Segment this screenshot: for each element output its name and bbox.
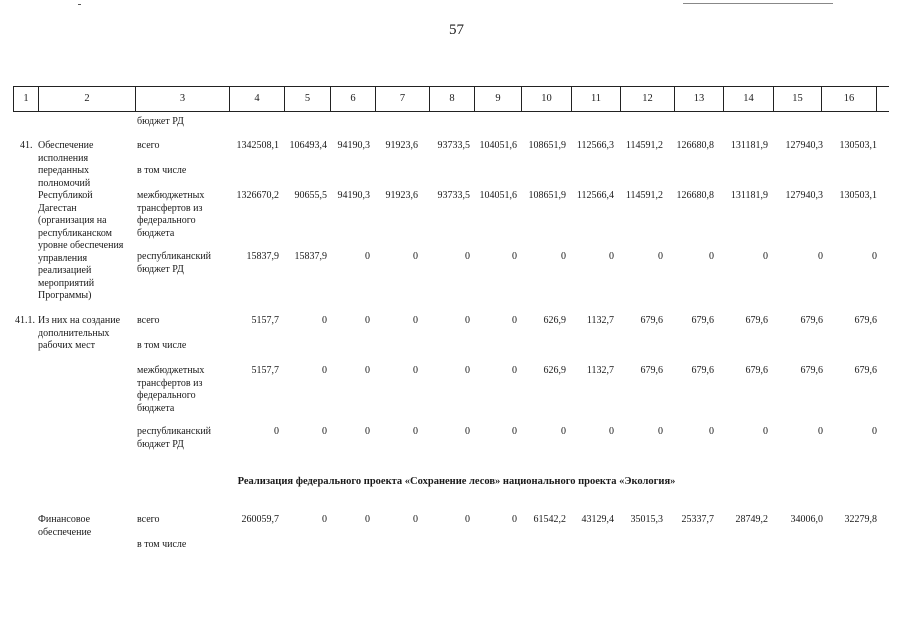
column-header: 9 [474, 87, 521, 111]
item-name-line: полномочий [38, 177, 91, 189]
section-title: Реализация федерального проекта «Сохранение лесов» национального проекта «Экология» [237, 476, 676, 487]
amount-cell: 90655,5 [294, 190, 327, 201]
amount-cell: 679,6 [691, 365, 714, 376]
amount-cell: 0 [413, 365, 418, 376]
item-number: 41.1. [15, 315, 35, 326]
funding-source-line: всего [137, 514, 160, 525]
amount-cell: 0 [872, 426, 877, 437]
funding-source-line: трансфертов из [137, 202, 203, 214]
amount-cell: 626,9 [543, 365, 566, 376]
funding-source-line: трансфертов из [137, 377, 203, 389]
amount-cell: 0 [872, 251, 877, 262]
item-name-line: управления [38, 252, 88, 264]
column-header: 12 [620, 87, 674, 111]
amount-cell: 43129,4 [581, 514, 614, 525]
funding-source-line: бюджета [137, 227, 175, 239]
amount-cell: 0 [512, 251, 517, 262]
amount-cell: 5157,7 [251, 365, 279, 376]
amount-cell: 61542,2 [533, 514, 566, 525]
amount-cell: 32279,8 [844, 514, 877, 525]
amount-cell: 1132,7 [586, 315, 614, 326]
item-number: 41. [20, 140, 33, 151]
funding-source-line: в том числе [137, 539, 187, 550]
item-name-line: уровне обеспечения [38, 240, 124, 251]
amount-cell: 0 [365, 365, 370, 376]
item-name-line: рабочих мест [38, 340, 95, 351]
funding-source-line: федерального [137, 390, 196, 401]
amount-cell: 0 [512, 514, 517, 525]
amount-cell: 679,6 [691, 315, 714, 326]
column-header: 8 [429, 87, 474, 111]
funding-source-line: в том числе [137, 340, 187, 351]
item-name-line: обеспечение [38, 526, 92, 538]
amount-cell: 626,9 [543, 315, 566, 326]
item-name-line: Программы) [38, 290, 92, 301]
amount-cell: 679,6 [640, 315, 663, 326]
amount-cell: 25337,7 [681, 514, 714, 525]
amount-cell: 114591,2 [625, 190, 663, 201]
amount-cell: 0 [365, 426, 370, 437]
amount-cell: 0 [365, 514, 370, 525]
item-name-line: Дагестан [38, 202, 77, 214]
amount-cell: 679,6 [800, 365, 823, 376]
amount-cell: 0 [512, 426, 517, 437]
amount-cell: 0 [465, 365, 470, 376]
amount-cell: 114591,2 [625, 140, 663, 151]
amount-cell: 1132,7 [586, 365, 614, 376]
amount-cell: 0 [763, 426, 768, 437]
amount-cell: 112566,3 [576, 140, 614, 151]
item-name-line: Обеспечение [38, 140, 94, 151]
amount-cell: 104051,6 [479, 140, 517, 151]
amount-cell: 126680,8 [676, 140, 714, 151]
scan-mark-right [683, 3, 833, 4]
amount-cell: 108651,9 [528, 190, 566, 201]
item-name-line: Республикой [38, 190, 93, 201]
amount-cell: 0 [322, 514, 327, 525]
column-header: 16 [821, 87, 877, 111]
amount-cell: 1326670,2 [236, 190, 279, 201]
amount-cell: 0 [465, 251, 470, 262]
column-header: 7 [375, 87, 429, 111]
amount-cell: 0 [561, 426, 566, 437]
funding-source-line: республиканский [137, 251, 212, 262]
continued-budget-label: бюджет РД [137, 116, 184, 127]
amount-cell: 131181,9 [730, 140, 768, 151]
funding-source-line: бюджета [137, 402, 175, 414]
amount-cell: 15837,9 [294, 251, 327, 262]
amount-cell: 130503,1 [839, 190, 877, 201]
amount-cell: 35015,3 [630, 514, 663, 525]
amount-cell: 679,6 [640, 365, 663, 376]
amount-cell: 126680,8 [676, 190, 714, 201]
amount-cell: 91923,6 [385, 190, 418, 201]
amount-cell: 0 [322, 315, 327, 326]
amount-cell: 0 [609, 426, 614, 437]
amount-cell: 679,6 [745, 365, 768, 376]
amount-cell: 0 [512, 365, 517, 376]
amount-cell: 679,6 [800, 315, 823, 326]
funding-source-line: межбюджетных [137, 365, 205, 376]
amount-cell: 5157,7 [251, 315, 279, 326]
funding-source-line: в том числе [137, 165, 187, 176]
funding-source-line: федерального [137, 215, 196, 226]
item-name-line: республиканском [38, 227, 112, 239]
amount-cell: 93733,5 [437, 140, 470, 151]
amount-cell: 28749,2 [735, 514, 768, 525]
column-header: 3 [135, 87, 229, 111]
column-header: 5 [284, 87, 330, 111]
amount-cell: 106493,4 [289, 140, 327, 151]
amount-cell: 0 [658, 251, 663, 262]
funding-source-line: республиканский [137, 426, 212, 437]
item-name-line: Финансовое [38, 514, 91, 525]
amount-cell: 0 [365, 315, 370, 326]
amount-cell: 104051,6 [479, 190, 517, 201]
item-name-line: дополнительных [38, 327, 110, 339]
amount-cell: 0 [465, 514, 470, 525]
amount-cell: 679,6 [854, 365, 877, 376]
item-name-line: переданных [38, 165, 90, 176]
column-header: 1 [13, 87, 38, 111]
amount-cell: 0 [818, 251, 823, 262]
funding-source-line: бюджет РД [137, 438, 184, 450]
item-name-line: реализацией [38, 265, 92, 276]
amount-cell: 34006,0 [790, 514, 823, 525]
amount-cell: 130503,1 [839, 140, 877, 151]
amount-cell: 127940,3 [785, 140, 823, 151]
amount-cell: 0 [413, 426, 418, 437]
amount-cell: 15837,9 [246, 251, 279, 262]
column-header: 15 [773, 87, 821, 111]
amount-cell: 0 [413, 514, 418, 525]
amount-cell: 0 [365, 251, 370, 262]
item-name-line: мероприятий [38, 277, 95, 289]
scan-mark-left [78, 4, 81, 5]
item-name-line: Из них на создание [38, 315, 121, 326]
amount-cell: 679,6 [854, 315, 877, 326]
amount-cell: 0 [465, 426, 470, 437]
amount-cell: 93733,5 [437, 190, 470, 201]
amount-cell: 0 [818, 426, 823, 437]
item-name-line: исполнения [38, 152, 89, 164]
amount-cell: 679,6 [745, 315, 768, 326]
column-header: 14 [723, 87, 773, 111]
column-header: 10 [521, 87, 571, 111]
column-header: 11 [571, 87, 620, 111]
amount-cell: 1342508,1 [236, 140, 279, 151]
funding-source-line: бюджет РД [137, 263, 184, 275]
amount-cell: 112566,4 [576, 190, 614, 201]
funding-source-line: всего [137, 140, 160, 151]
amount-cell: 260059,7 [241, 514, 279, 525]
amount-cell: 0 [465, 315, 470, 326]
amount-cell: 0 [274, 426, 279, 437]
amount-cell: 0 [561, 251, 566, 262]
table-header [13, 86, 889, 112]
amount-cell: 94190,3 [337, 190, 370, 201]
amount-cell: 0 [609, 251, 614, 262]
amount-cell: 0 [658, 426, 663, 437]
funding-source-line: всего [137, 315, 160, 326]
amount-cell: 0 [709, 251, 714, 262]
amount-cell: 91923,6 [385, 140, 418, 151]
amount-cell: 0 [709, 426, 714, 437]
funding-source-line: межбюджетных [137, 190, 205, 201]
amount-cell: 0 [512, 315, 517, 326]
column-header: 4 [229, 87, 284, 111]
column-header: 2 [38, 87, 135, 111]
amount-cell: 94190,3 [337, 140, 370, 151]
page-number: 57 [449, 22, 464, 38]
amount-cell: 0 [763, 251, 768, 262]
amount-cell: 0 [413, 315, 418, 326]
amount-cell: 131181,9 [730, 190, 768, 201]
amount-cell: 0 [322, 365, 327, 376]
amount-cell: 108651,9 [528, 140, 566, 151]
amount-cell: 127940,3 [785, 190, 823, 201]
amount-cell: 0 [413, 251, 418, 262]
amount-cell: 0 [322, 426, 327, 437]
item-name-line: (организация на [38, 215, 107, 226]
column-header: 13 [674, 87, 723, 111]
column-header: 6 [330, 87, 375, 111]
